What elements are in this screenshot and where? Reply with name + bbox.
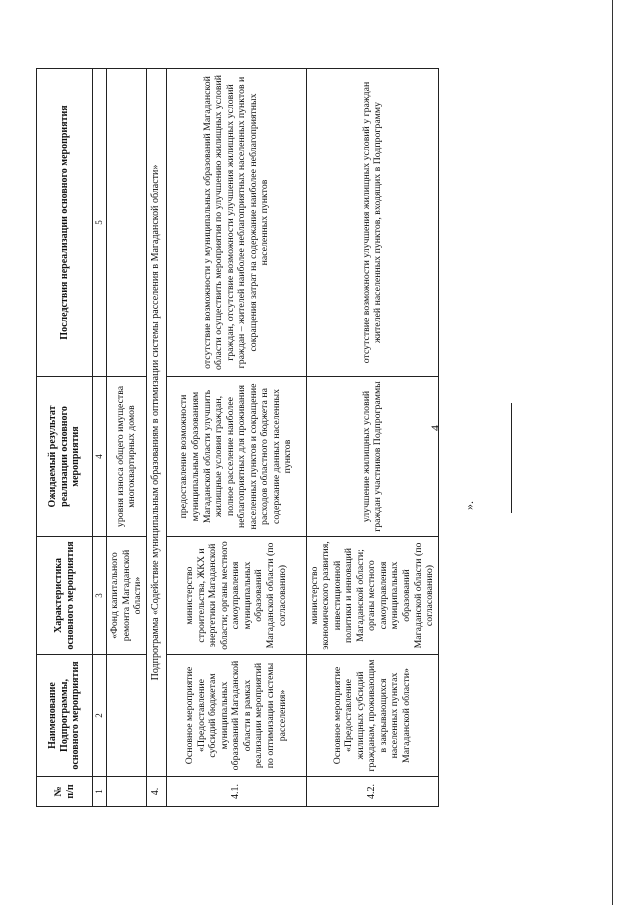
column-number: 4 xyxy=(93,377,107,537)
row-number: 4.1. xyxy=(166,777,306,807)
header-name: Наименование Подпрограммы, основного мероприятия xyxy=(37,655,93,777)
bottom-rule xyxy=(612,0,613,905)
row-consequence: отсутствие возможности у муниципальных образований Магаданской области осуществить мероприятия по улучшению жилищных условий граждан, отсутствие возможности улучшения жилищных условий граждан – жителей наиболее неблагоприятных населенных пунктов и сокращения затрат на содержание наиболее неблагоприятных населенных пунктов xyxy=(166,69,306,377)
header-number: № п/п xyxy=(37,777,93,807)
row-consequence: отсутствие возможности улучшения жилищных условий у граждан жителей населенных пунктов, входящих в Подпрограмму xyxy=(306,69,438,377)
column-number: 3 xyxy=(93,537,107,655)
row-characteristic: министерство экономического развития, инвестиционной политики и инноваций Магаданской области; органы местного самоуправления муниципальных образований Магаданской области (по согласованию) xyxy=(306,537,438,655)
closing-quote-mark: ». xyxy=(462,501,476,510)
cell-empty xyxy=(107,777,147,807)
header-characteristic: Характеристика основного мероприятия xyxy=(37,537,93,655)
row-expected-result: предоставление возможности муниципальным образованиям Магаданской области улучшить жилищные условия граждан, полное расселение наиболее неблагоприятных для проживания населенных пунктов и сокращение расходов областного бюджета на содержание данных населенных пунктов xyxy=(166,377,306,537)
continuation-result: уровня износа общего имущества многоквартирных домов xyxy=(107,377,147,537)
row-name: Основное мероприятие «Предоставление субсидий бюджетам муниципальных образований Магаданской области в рамках реализации мероприятий по оптимизации системы расселения» xyxy=(166,655,306,777)
measures-table xyxy=(36,68,439,807)
header-expected-result: Ожидаемый результат реализации основного мероприятия xyxy=(37,377,93,537)
cell-empty xyxy=(107,69,147,377)
column-number: 2 xyxy=(93,655,107,777)
section-title: Подпрограмма «Содействие муниципальным образованиям в оптимизации системы расселения в Магаданской области» xyxy=(146,69,166,777)
column-number: 1 xyxy=(93,777,107,807)
row-number: 4.2. xyxy=(306,777,438,807)
table-header-row xyxy=(37,69,93,807)
page-number: 4 xyxy=(428,425,442,431)
subprogram-section-row xyxy=(146,69,166,807)
row-expected-result: улучшение жилищных условий граждан участников Подпрограммы xyxy=(306,377,438,537)
row-name: Основное мероприятие «Предоставление жилищных субсидий гражданам, проживающим в закрывающихся населенных пунктах Магаданской области» xyxy=(306,655,438,777)
closing-line xyxy=(511,403,512,513)
continuation-row xyxy=(107,69,147,807)
cell-empty xyxy=(107,655,147,777)
column-number: 5 xyxy=(93,69,107,377)
column-numbers-row xyxy=(93,69,107,807)
section-number: 4. xyxy=(146,777,166,807)
header-consequences: Последствия нереализации основного мероприятия xyxy=(37,69,93,377)
row-characteristic: министерство строительства, ЖКХ и энергетики Магаданской области; органы местного самоуправления муниципальных образований Магаданской области (по согласованию) xyxy=(166,537,306,655)
table-row xyxy=(306,69,438,807)
table-row xyxy=(166,69,306,807)
continuation-characteristic: «Фонд капитального ремонта Магаданской области» xyxy=(107,537,147,655)
